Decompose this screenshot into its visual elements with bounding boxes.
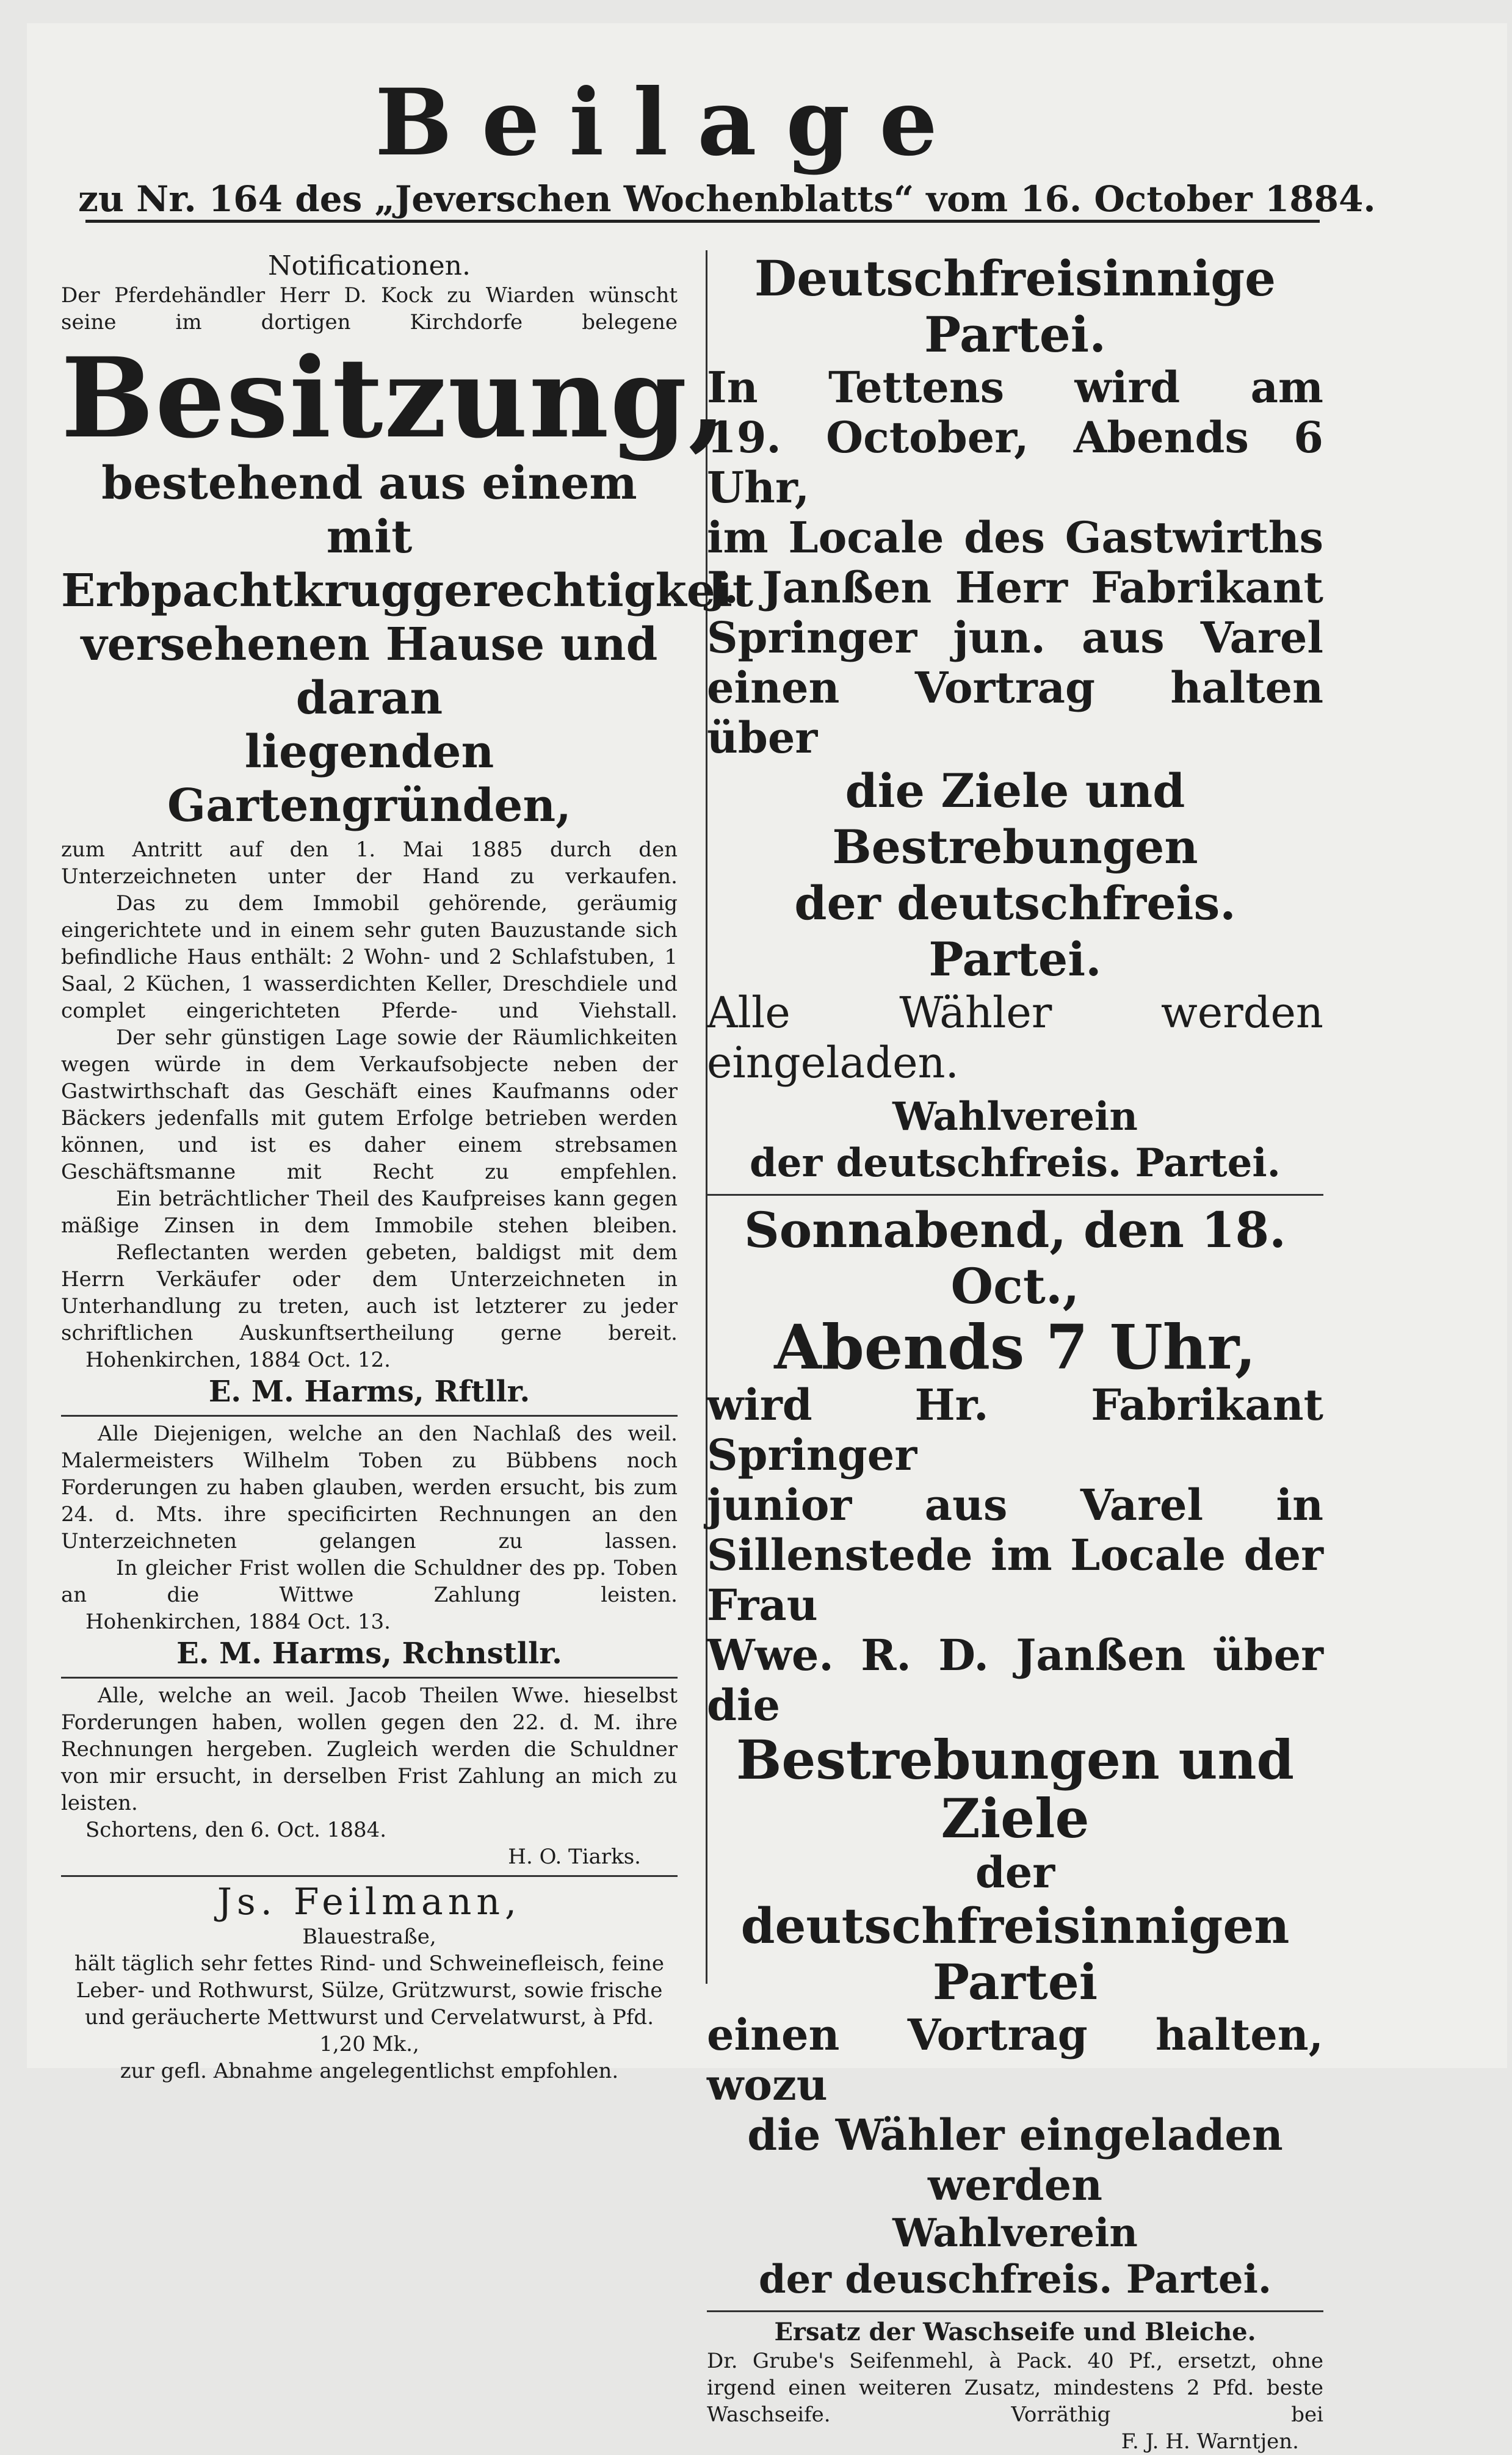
notifications-heading: Notificationen. [268, 250, 471, 281]
der-line: der [975, 1847, 1055, 1898]
bestehend-line-3: versehenen Hause und daran [81, 618, 658, 725]
feilmann-name: Js. Feilmann, [217, 1881, 522, 1923]
signature-1: E. M. Harms, Rftllr. [208, 1375, 530, 1409]
notice-3-text: Alle, welche an weil. Jacob Theilen Wwe. hieselbst Forderungen haben, wollen gegen den 22. d. M. ihre Rechnungen hergeben. Zugleich werden die Schuldner von mir ersucht, in derselben Frist Zahlung an mich zu leisten. [61, 1683, 678, 1815]
feilmann-text: hält täglich sehr fettes Rind- und Schweinefleisch, feine Leber- und Rothwurst, Sülze, Grützwurst, sowie frische und geräucherte Mettwurst und Cervelatwurst, à Pfd. 1,20 Mk., [74, 1951, 665, 2056]
wahlverein-1: Wahlverein [892, 1094, 1138, 1140]
wahlverein-2-subline: der deuschfreis. Partei. [758, 2257, 1272, 2302]
ziele-line: die Ziele und Bestrebungen [832, 764, 1198, 874]
besitzung-headline: Besitzung, [61, 334, 728, 463]
divider-2 [61, 1677, 678, 1679]
vortrag-line: einen Vortrag halten, wozu [707, 2009, 1323, 2110]
meeting-1-line-1: In Tettens wird am [707, 362, 1323, 413]
bestehend-line-2: Erbpachtkruggerechtigkeit [61, 565, 754, 617]
paragraph-3: Ein beträchtlicher Theil des Kaufpreises kann gegen mäßige Zinsen in dem Immobile stehen bleiben. [61, 1187, 678, 1238]
masthead-subline: zu Nr. 164 des „Jeverschen Wochenblatts“ vom 16. October 1884. [78, 178, 1376, 220]
meeting-2-line-2: junior aus Varel in Sillenstede im Locale der Frau [707, 1480, 1323, 1630]
paragraph-4: Reflectanten werden gebeten, baldigst mit dem Herrn Verkäufer oder dem Unterzeichneten in Unterhandlung zu treten, auch ist letzterer zu jeder schriftlichen Auskunftsertheilung gerne bereit. [61, 1240, 678, 1345]
divider-3 [61, 1875, 678, 1877]
abends-line: Abends 7 Uhr, [774, 1311, 1256, 1383]
meeting-1-line-3: im Locale des Gastwirths [707, 512, 1323, 563]
bestrebungen-line: Bestrebungen und Ziele [736, 1728, 1295, 1850]
right-divider-1 [707, 1194, 1323, 1196]
place-date-1: Hohenkirchen, 1884 Oct. 12. [85, 1348, 391, 1372]
meeting-1-line-2: 19. October, Abends 6 Uhr, [707, 412, 1323, 513]
meeting-2-line-1: wird Hr. Fabrikant Springer [707, 1379, 1323, 1480]
newspaper-page [27, 23, 1507, 2454]
partei-line: der deutschfreis. Partei. [794, 876, 1236, 986]
right-divider-2 [707, 2310, 1323, 2312]
antritt-text: zum Antritt auf den 1. Mai 1885 durch den Unterzeichneten unter der Hand zu verkaufen. [61, 837, 678, 889]
left-column [61, 250, 754, 2084]
signature-3: H. O. Tiarks. [508, 1845, 641, 1869]
masthead-title: Beilage [375, 69, 967, 176]
signature-2: E. M. Harms, Rchnstllr. [176, 1636, 562, 1671]
ersatz-signature: F. J. H. Warntjen. [1121, 2429, 1299, 2454]
waehler-eingeladen-line: die Wähler eingeladen werden [747, 2110, 1283, 2210]
meeting-1-line-6: einen Vortrag halten über [707, 662, 1323, 763]
ersatz-text: Dr. Grube's Seifenmehl, à Pack. 40 Pf., ersetzt, ohne irgend einen weiteren Zusatz, mindestens 2 Pfd. beste Waschseife. Vorräthig bei [707, 2349, 1323, 2427]
sale-intro: Der Pferdehändler Herr D. Kock zu Wiarden wünscht seine im dortigen Kirchdorfe belegene [61, 283, 678, 334]
paragraph-2: Der sehr günstigen Lage sowie der Räumlichkeiten wegen würde in dem Verkaufsobjecte neben der Gastwirthschaft das Geschäft eines Kaufmanns oder Bäckers jedenfalls mit gutem Erfolge betrieben werden können, und ist es daher einem strebsamen Geschäftsmanne mit Recht zu empfehlen. [61, 1025, 678, 1184]
meeting-1-line-5: Springer jun. aus Varel [707, 612, 1323, 663]
place-date-3: Schortens, den 6. Oct. 1884. [85, 1818, 387, 1842]
wahlverein-2: Wahlverein [892, 2210, 1138, 2256]
meeting-2-line-3: Wwe. R. D. Janßen über die [707, 1630, 1323, 1730]
sonnabend-line: Sonnabend, den 18. Oct., [744, 1201, 1286, 1315]
deutschfreisinnigen-line: deutschfreisinnigen Partei [740, 1897, 1290, 2011]
notice-2-paragraph-1: Alle Diejenigen, welche an den Nachlaß des weil. Malermeisters Wilhelm Toben zu Bübbens noch Forderungen zu haben glauben, werden ersucht, bis zum 24. d. Mts. ihre specificirten Rechnungen an den Unterzeichneten gelangen zu lassen. [61, 1422, 678, 1553]
waehler-invitation: Alle Wähler werden eingeladen. [707, 988, 1323, 1088]
notice-2-paragraph-2: In gleicher Frist wollen die Schuldner des pp. Toben an die Wittwe Zahlung leisten. [61, 1556, 678, 1607]
divider-1 [61, 1415, 678, 1417]
place-date-2: Hohenkirchen, 1884 Oct. 13. [85, 1610, 391, 1634]
masthead-rule [85, 220, 1320, 223]
meeting-1-line-4: J. Janßen Herr Fabrikant [707, 562, 1323, 613]
paragraph-1: Das zu dem Immobil gehörende, geräumig eingerichtete und in einem sehr guten Bauzustande sich befindliche Haus enthält: 2 Wohn- und 2 Schlafstuben, 1 Saal, 2 Küchen, 1 wasserdichten Keller, Dreschdiele und complet eingerichteten Pferde- und Viehstall. [61, 891, 678, 1023]
feilmann-street: Blauestraße, [302, 1925, 436, 1949]
party-heading: Deutschfreisinnige Partei. [754, 250, 1276, 363]
feilmann-recommendation: zur gefl. Abnahme angelegentlichst empfohlen. [120, 2059, 619, 2083]
bestehend-line-4: liegenden Gartengründen, [167, 726, 571, 832]
bestehend-line-1: bestehend aus einem mit [101, 457, 637, 563]
wahlverein-1-subline: der deutschfreis. Partei. [750, 1140, 1281, 1186]
masthead [27, 69, 1376, 220]
ersatz-heading: Ersatz der Waschseife und Bleiche. [774, 2318, 1256, 2346]
right-column [707, 250, 1323, 2455]
